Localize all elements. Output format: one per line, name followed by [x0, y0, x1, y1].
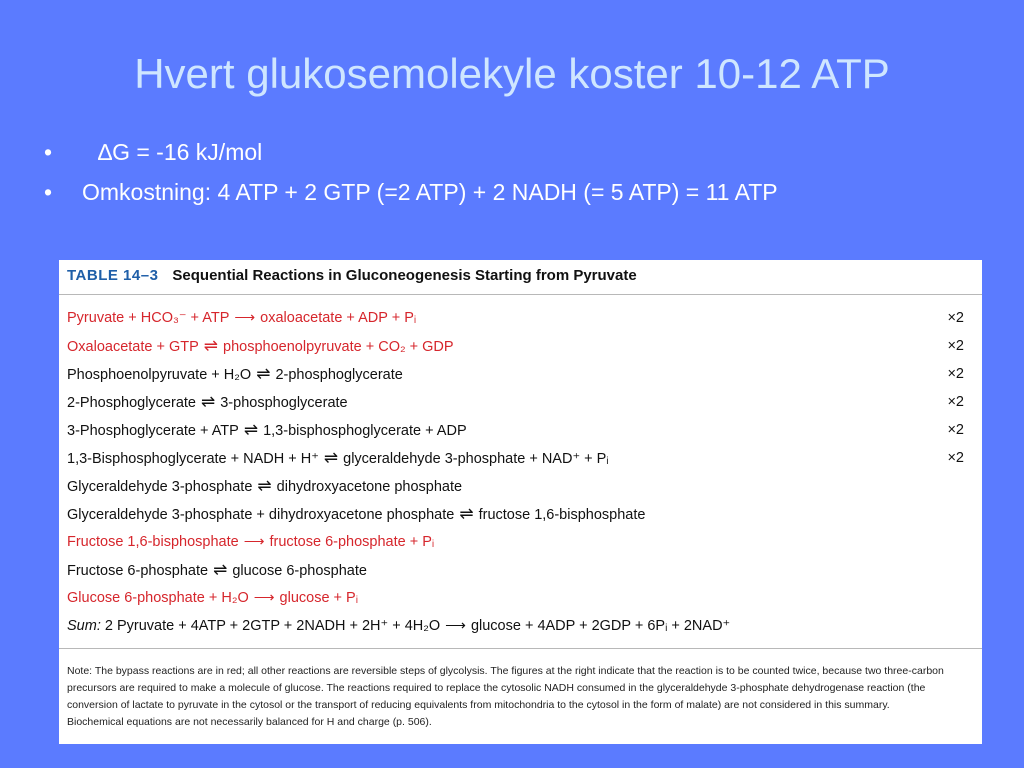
reaction-products: fructose 6-phosphate + Pᵢ: [269, 534, 435, 550]
reaction-arrow: ⇌: [256, 364, 271, 383]
reaction-reactants: Fructose 6-phosphate: [67, 563, 209, 579]
reaction-arrow: ⇌: [257, 476, 272, 495]
bullet-text: ∆G = -16 kJ/mol: [98, 139, 263, 165]
reaction-row: [67, 388, 972, 416]
reaction-reactants: Pyruvate + HCO₃⁻ + ATP: [67, 310, 230, 326]
reaction-arrow: ⟶: [243, 534, 265, 550]
reaction-products: 2-phosphoglycerate: [275, 367, 403, 383]
reaction-products: dihydroxyacetone phosphate: [276, 479, 463, 495]
reaction-products: glucose + Pᵢ: [279, 590, 359, 606]
bullet-list: [44, 135, 1004, 215]
slide-title: Hvert glukosemolekyle koster 10-12 ATP: [134, 50, 890, 97]
reaction-arrow: ⇌: [323, 448, 339, 467]
reaction-arrow: ⟶: [234, 310, 256, 326]
bullet-text: Omkostning: 4 ATP + 2 GTP (=2 ATP) + 2 NADH (= 5 ATP) = 11 ATP: [82, 179, 778, 205]
reaction-reactants: Glucose 6-phosphate + H₂O: [67, 590, 249, 606]
reaction-table: [59, 260, 982, 744]
header-divider: [59, 294, 982, 295]
reaction-products: oxaloacetate + ADP + Pᵢ: [260, 310, 417, 326]
reaction-arrow: ⟶: [253, 590, 275, 606]
reaction-row: [67, 444, 972, 472]
reaction-arrow: ⇌: [203, 336, 219, 355]
note-divider: [59, 648, 982, 649]
sum-reactants: 2 Pyruvate + 4ATP + 2GTP + 2NADH + 2H⁺ + 4H₂O: [104, 618, 441, 634]
reaction-products: 1,3-bisphosphoglycerate + ADP: [263, 423, 467, 439]
reaction-row: [67, 472, 972, 500]
reaction-reactants: 3-Phosphoglycerate + ATP: [67, 423, 239, 439]
reaction-reactants: 1,3-Bisphosphoglycerate + NADH + H⁺: [67, 451, 319, 467]
bullet-marker: •: [44, 179, 53, 205]
table-label: TABLE 14–3: [67, 267, 159, 284]
bullet-marker: •: [44, 139, 53, 165]
reaction-products: phosphoenolpyruvate + CO₂ + GDP: [223, 339, 454, 355]
count-twice-marker: ×2: [947, 338, 964, 354]
count-twice-marker: ×2: [947, 310, 964, 326]
reaction-reactants: 2-Phosphoglycerate: [67, 395, 196, 411]
reaction-row: [67, 416, 972, 444]
reaction-row: [67, 304, 972, 332]
reaction-reactants: Glyceraldehyde 3-phosphate + dihydroxyacetone phosphate: [67, 507, 455, 523]
reaction-reactants: Fructose 1,6-bisphosphate: [67, 534, 239, 550]
reaction-arrow: ⇌: [243, 420, 259, 439]
sum-arrow: ⟶: [445, 618, 466, 634]
reaction-products: glyceraldehyde 3-phosphate + NAD⁺ + Pᵢ: [343, 451, 609, 467]
reaction-row: [67, 584, 972, 612]
reaction-products: glucose 6-phosphate: [232, 563, 367, 579]
reaction-row: [67, 332, 972, 360]
table-header: [67, 264, 637, 288]
sum-products: glucose + 4ADP + 2GDP + 6Pᵢ + 2NAD⁺: [470, 618, 731, 634]
reaction-row: [67, 528, 972, 556]
reaction-products: 3-phosphoglycerate: [220, 395, 348, 411]
reaction-reactants: Oxaloacetate + GTP: [67, 339, 199, 355]
sum-row: [67, 612, 972, 640]
reaction-products: fructose 1,6-bisphosphate: [478, 507, 646, 523]
bullet-delta-g: [44, 135, 1004, 175]
count-twice-marker: ×2: [947, 366, 964, 382]
reaction-arrow: ⇌: [200, 392, 216, 411]
table-title: Sequential Reactions in Gluconeogenesis Starting from Pyruvate: [172, 267, 637, 284]
reaction-arrow: ⇌: [459, 504, 474, 523]
sum-label: Sum:: [67, 618, 101, 634]
count-twice-marker: ×2: [947, 422, 964, 438]
reaction-reactants: Phosphoenolpyruvate + H₂O: [67, 367, 252, 383]
reaction-row: [67, 500, 972, 528]
count-twice-marker: ×2: [947, 394, 964, 410]
reaction-row: [67, 360, 972, 388]
reaction-reactants: Glyceraldehyde 3-phosphate: [67, 479, 253, 495]
reaction-arrow: ⇌: [213, 560, 228, 579]
count-twice-marker: ×2: [947, 450, 964, 466]
table-note: Note: The bypass reactions are in red; all other reactions are reversible steps of glycolysis. The figures at the right indicate that the reaction is to be counted twice, because two three-carbon precursors are required to make a molecule of glucose. The reactions required to replace the cytosolic NADH consumed in the glyceraldehyde 3-phosphate dehydrogenase reaction (the conversion of lactate to pyruvate in the cytosol or the transport of reducing equivalents from mitochondria to the cytosol in the form of malate) are not considered in this summary. Biochemical equations are not necessarily balanced for H and charge (p. 506).: [67, 665, 944, 728]
reaction-row: [67, 556, 972, 584]
bullet-cost: [44, 175, 1004, 215]
